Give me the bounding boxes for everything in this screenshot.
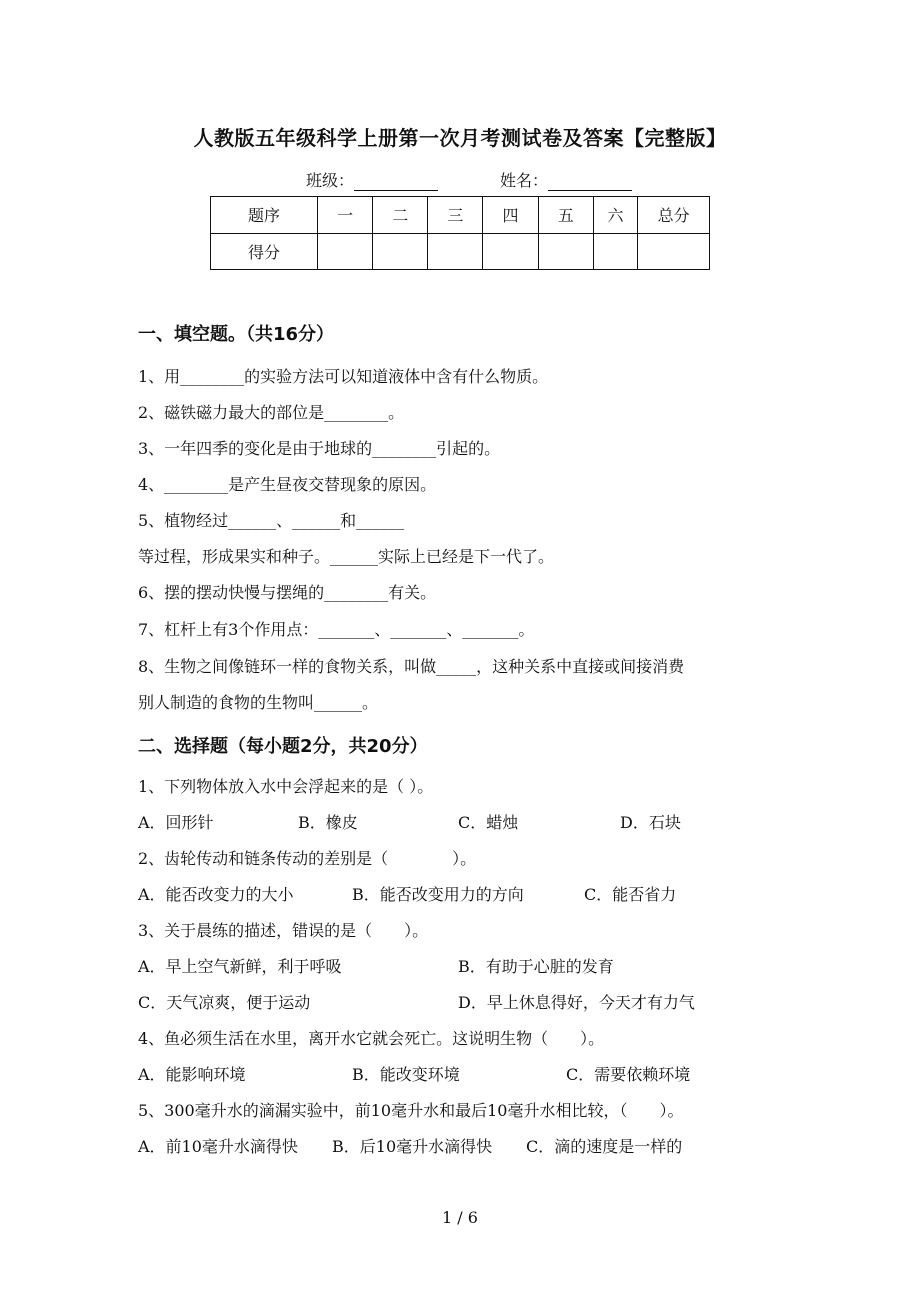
name-field — [500, 168, 632, 191]
choice-question-stem: 3、关于晨练的描述，错误的是（ ）。 — [138, 921, 429, 940]
class-field — [306, 168, 438, 191]
class-blank — [354, 172, 438, 191]
fill-question: 别人制造的食物的生物叫______。 — [138, 693, 379, 712]
choice-option: A．早上空气新鲜，利于呼吸 — [138, 957, 342, 976]
choice-option: B．能否改变用力的方向 — [352, 885, 524, 904]
fill-question: 2、磁铁磁力最大的部位是________。 — [138, 403, 405, 422]
name-label: 姓名： — [500, 171, 549, 190]
score-cell — [318, 233, 373, 270]
score-header-cell: 四 — [483, 197, 538, 234]
score-header-cell: 二 — [373, 197, 428, 234]
score-cell — [538, 233, 593, 270]
choice-option: B．橡皮 — [298, 813, 358, 832]
page-title: 人教版五年级科学上册第一次月考测试卷及答案【完整版】 — [193, 126, 727, 150]
section1-heading: 一、填空题。（共16分） — [138, 324, 335, 345]
score-cell — [638, 233, 710, 270]
fill-question: 4、________是产生昼夜交替现象的原因。 — [138, 475, 437, 494]
score-table — [210, 196, 710, 270]
choice-option: D．早上休息得好，今天才有力气 — [458, 993, 695, 1012]
choice-option: C．能否省力 — [584, 885, 677, 904]
choice-option: C．滴的速度是一样的 — [526, 1137, 683, 1156]
choice-option: B．后10毫升水滴得快 — [332, 1137, 493, 1156]
score-header-cell: 三 — [428, 197, 483, 234]
section2-heading: 二、选择题（每小题2分，共20分） — [138, 736, 428, 757]
score-header-cell: 总分 — [638, 197, 710, 234]
choice-option: A．能否改变力的大小 — [138, 885, 294, 904]
name-blank — [548, 172, 632, 191]
fill-question: 6、摆的摆动快慢与摆绳的________有关。 — [138, 583, 437, 602]
score-header-cell: 一 — [318, 197, 373, 234]
choice-option: C．需要依赖环境 — [566, 1065, 691, 1084]
fill-question: 3、一年四季的变化是由于地球的________引起的。 — [138, 439, 501, 458]
choice-question-stem: 1、下列物体放入水中会浮起来的是（ ）。 — [138, 777, 434, 796]
choice-option: A．回形针 — [138, 813, 214, 832]
fill-question: 等过程，形成果实和种子。______实际上已经是下一代了。 — [138, 547, 555, 566]
score-cell — [593, 233, 637, 270]
score-table-score-row — [211, 233, 710, 270]
choice-option: A．能影响环境 — [138, 1065, 246, 1084]
score-header-cell: 五 — [538, 197, 593, 234]
choice-question-stem: 4、鱼必须生活在水里，离开水它就会死亡。这说明生物（ ）。 — [138, 1029, 605, 1048]
choice-option: D．石块 — [620, 813, 681, 832]
score-header-cell: 六 — [593, 197, 637, 234]
fill-question: 7、杠杆上有3个作用点：_______、_______、_______。 — [138, 620, 535, 639]
fill-question: 1、用________的实验方法可以知道液体中含有什么物质。 — [138, 367, 549, 386]
fill-question: 5、植物经过______、______和______ — [138, 511, 405, 530]
page-number: 1 / 6 — [442, 1208, 478, 1227]
choice-question-stem: 2、齿轮传动和链条传动的差别是（ ）。 — [138, 849, 477, 868]
choice-option: A．前10毫升水滴得快 — [138, 1137, 298, 1156]
score-cell — [483, 233, 538, 270]
choice-option: B．有助于心脏的发育 — [458, 957, 614, 976]
choice-option: C．天气凉爽，便于运动 — [138, 993, 311, 1012]
score-cell — [373, 233, 428, 270]
score-header-cell: 题序 — [211, 197, 318, 234]
choice-option: B．能改变环境 — [352, 1065, 460, 1084]
score-table-header-row — [211, 197, 710, 234]
score-row-label: 得分 — [211, 233, 318, 270]
fill-question: 8、生物之间像链环一样的食物关系，叫做_____，这种关系中直接或间接消费 — [138, 657, 685, 676]
class-label: 班级： — [306, 171, 355, 190]
score-cell — [428, 233, 483, 270]
choice-option: C．蜡烛 — [458, 813, 519, 832]
choice-question-stem: 5、300毫升水的滴漏实验中，前10毫升水和最后10毫升水相比较，（ ）。 — [138, 1101, 684, 1120]
